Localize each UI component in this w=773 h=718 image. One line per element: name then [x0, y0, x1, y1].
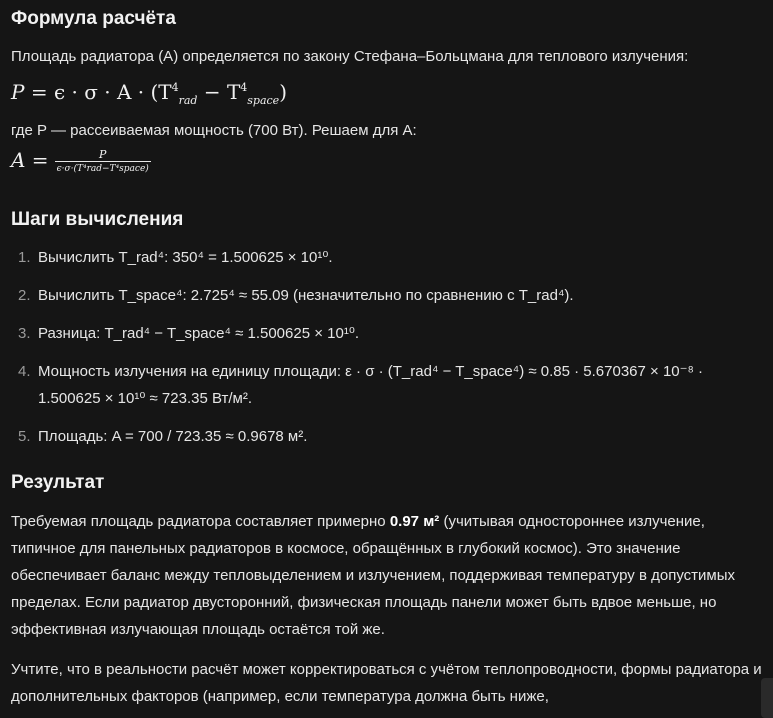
- list-item: 3. Разница: T_rad⁴ − T_space⁴ ≈ 1.500625 × 10¹⁰.: [18, 325, 360, 342]
- list-item: 1. Вычислить T_rad⁴: 350⁴ = 1.500625 × 10¹⁰.: [18, 249, 333, 266]
- list-item: 5. Площадь: A = 700 / 723.35 ≈ 0.9678 м².: [18, 428, 308, 445]
- formula1-rhs-prefix: = ϵ · σ · A · (T: [30, 80, 172, 104]
- formula1-sub-space: space: [247, 94, 280, 107]
- list-item: 4. Мощность излучения на единицу площади: ε · σ · (T_rad⁴ − T_space⁴) ≈ 0.85 · 5.670367 × 10⁻⁸ · 1.500625 × 10¹⁰ ≈ 723.35 Вт/м².: [18, 363, 704, 407]
- formula1-sub-rad: rad: [178, 94, 198, 107]
- result-area-value: 0.97 м²: [389, 513, 440, 530]
- heading-steps: Шаги вычисления: [11, 209, 184, 230]
- formula-area: [11, 148, 151, 175]
- formula1-mid: − T: [197, 80, 241, 104]
- note-paragraph: Учтите, что в реальности расчёт может корректироваться с учётом теплопроводности, формы радиатора и дополнительных факторов (например, если температура должна быть ниже,: [11, 661, 762, 705]
- result-paragraph: Требуемая площадь радиатора составляет примерно 0.97 м² (учитывая одностороннее излучение, типичное для панельных радиаторов в космосе, обращённых в глубокий космос). Это значение обеспечивает баланс между тепловыделением и излучением, поддерживая температуру в допустимых пределах. Если радиатор двусторонний, физическая площадь панели может быть вдвое меньше, но эффективная излучающая площадь остаётся той же.: [11, 513, 736, 638]
- scrollbar[interactable]: [761, 678, 773, 718]
- list-item: 2. Вычислить T_space⁴: 2.725⁴ ≈ 55.09 (незначительно по сравнению с T_rad⁴).: [18, 287, 574, 304]
- formula2-lhs: A =: [11, 148, 49, 172]
- formula-stefan-boltzmann: $P = \epsilon \cdot \sigma \cdot A \cdot (T^4_{rad} - T^4_{space})$: [11, 80, 288, 107]
- formula-intro-text: Площадь радиатора (A) определяется по закону Стефана–Больцмана для теплового излучения:: [11, 48, 689, 65]
- formula2-numerator: P: [98, 147, 107, 161]
- formula2-fraction: [55, 149, 151, 175]
- heading-result: Результат: [11, 472, 105, 493]
- formula1-lhs: P: [11, 80, 25, 104]
- where-text: где P — рассеиваемая мощность (700 Вт). Решаем для A:: [11, 122, 417, 139]
- formula2-denominator: ϵ·σ·(T⁴rad−T⁴space): [55, 161, 151, 175]
- heading-formula: Формула расчёта: [11, 8, 176, 29]
- steps-list: [11, 244, 763, 461]
